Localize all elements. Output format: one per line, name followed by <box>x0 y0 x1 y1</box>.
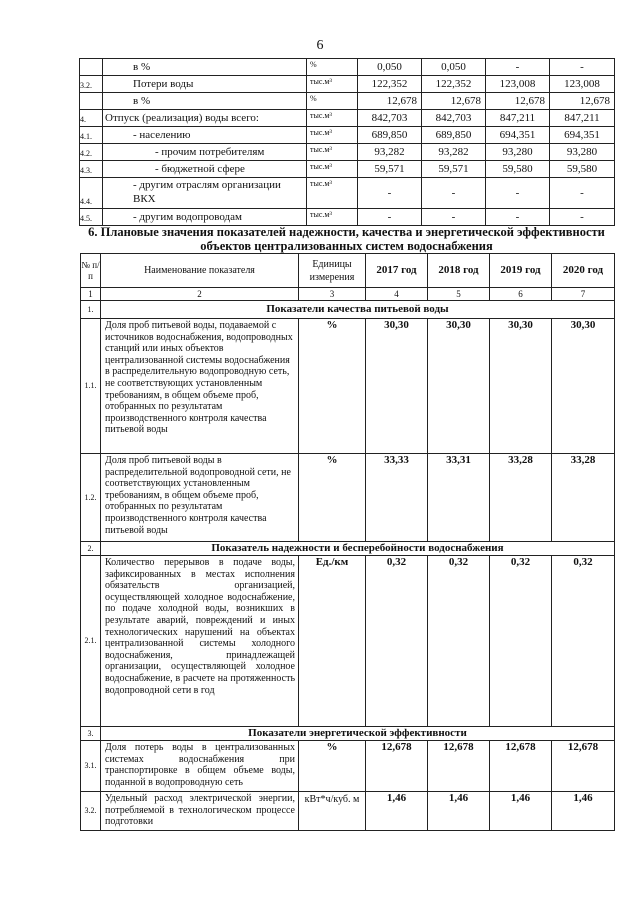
column-index-row <box>81 288 615 301</box>
row-number: 4.5. <box>80 209 103 226</box>
value-2017: 122,352 <box>358 76 422 93</box>
group-number: 2. <box>81 542 101 556</box>
row-number: 4. <box>80 110 103 127</box>
value-2018: 12,678 <box>422 93 486 110</box>
value-2019: 694,351 <box>486 127 550 144</box>
value-2019: 30,30 <box>490 319 552 454</box>
value-2019: 33,28 <box>490 454 552 542</box>
value-2019: 12,678 <box>486 93 550 110</box>
indicator-unit: % <box>299 454 366 542</box>
value-2017: - <box>358 178 422 209</box>
group-row <box>81 301 615 319</box>
water-balance-table <box>79 58 615 226</box>
value-2020: - <box>550 209 615 226</box>
group-row <box>81 542 615 556</box>
row-number: 3.1. <box>81 741 101 792</box>
value-2017: 1,46 <box>366 792 428 831</box>
table-row <box>81 454 615 542</box>
value-2020: 93,280 <box>550 144 615 161</box>
value-2018: 33,31 <box>428 454 490 542</box>
indicator-unit: % <box>299 319 366 454</box>
row-unit: % <box>307 93 358 110</box>
row-unit: % <box>307 59 358 76</box>
row-unit: тыс.м³ <box>307 209 358 226</box>
value-2020: 123,008 <box>550 76 615 93</box>
header-year: 2020 год <box>552 254 615 288</box>
row-number: 2.1. <box>81 556 101 727</box>
indicator-name: Доля проб питьевой воды в распределительной водопроводной сети, не соответствующих установленным требованиям, в общем объеме проб, отобранных по результатам производственного контроля качества питьевой воды <box>101 454 299 542</box>
header-year: 2017 год <box>366 254 428 288</box>
table-row <box>80 76 615 93</box>
value-2017: 33,33 <box>366 454 428 542</box>
value-2019: 1,46 <box>490 792 552 831</box>
row-label: Отпуск (реализация) воды всего: <box>103 110 307 127</box>
column-index: 7 <box>552 288 615 301</box>
value-2019: 93,280 <box>486 144 550 161</box>
value-2019: - <box>486 59 550 76</box>
row-number: 3.2. <box>80 76 103 93</box>
value-2019: - <box>486 209 550 226</box>
row-label: - другим водопроводам <box>103 209 307 226</box>
column-index: 2 <box>101 288 299 301</box>
value-2020: 1,46 <box>552 792 615 831</box>
value-2019: 12,678 <box>490 741 552 792</box>
value-2020: - <box>550 59 615 76</box>
row-number: 4.1. <box>80 127 103 144</box>
value-2020: 33,28 <box>552 454 615 542</box>
row-unit: тыс.м³ <box>307 127 358 144</box>
value-2017: 93,282 <box>358 144 422 161</box>
value-2018: - <box>422 178 486 209</box>
row-label: - населению <box>103 127 307 144</box>
table-row <box>80 93 615 110</box>
value-2018: 59,571 <box>422 161 486 178</box>
value-2017: 30,30 <box>366 319 428 454</box>
value-2018: 93,282 <box>422 144 486 161</box>
column-index: 1 <box>81 288 101 301</box>
row-unit: тыс.м³ <box>307 76 358 93</box>
row-unit: тыс.м³ <box>307 144 358 161</box>
row-label: в % <box>103 93 307 110</box>
value-2018: 1,46 <box>428 792 490 831</box>
indicator-name: Доля потерь воды в централизованных системах водоснабжения при транспортировке в общем объеме воды, поданной в водопроводную сеть <box>101 741 299 792</box>
value-2017: 0,32 <box>366 556 428 727</box>
indicator-unit: % <box>299 741 366 792</box>
value-2018: 30,30 <box>428 319 490 454</box>
group-number: 3. <box>81 727 101 741</box>
value-2018: 122,352 <box>422 76 486 93</box>
section-title: 6. Плановые значения показателей надежности, качества и энергетической эффективности объектов централизованных систем водоснабжения <box>88 225 605 253</box>
value-2020: 30,30 <box>552 319 615 454</box>
value-2017: 12,678 <box>358 93 422 110</box>
value-2020: 12,678 <box>552 741 615 792</box>
value-2020: 12,678 <box>550 93 615 110</box>
column-index: 5 <box>428 288 490 301</box>
value-2019: 59,580 <box>486 161 550 178</box>
row-label: в % <box>103 59 307 76</box>
column-index: 6 <box>490 288 552 301</box>
indicator-name: Удельный расход электрической энергии, потребляемой в технологическом процессе подготовки <box>101 792 299 831</box>
value-2020: 694,351 <box>550 127 615 144</box>
value-2020: 0,32 <box>552 556 615 727</box>
value-2018: 0,32 <box>428 556 490 727</box>
row-number <box>80 59 103 76</box>
table-row <box>81 792 615 831</box>
table-row <box>81 556 615 727</box>
table-row <box>80 161 615 178</box>
row-number: 1.2. <box>81 454 101 542</box>
table-row <box>81 741 615 792</box>
row-number: 4.2. <box>80 144 103 161</box>
indicators-table <box>80 253 615 831</box>
value-2018: 0,050 <box>422 59 486 76</box>
value-2017: 12,678 <box>366 741 428 792</box>
value-2017: 689,850 <box>358 127 422 144</box>
value-2018: - <box>422 209 486 226</box>
value-2017: - <box>358 209 422 226</box>
group-row <box>81 727 615 741</box>
value-2019: 0,32 <box>490 556 552 727</box>
row-number: 1.1. <box>81 319 101 454</box>
row-number: 3.2. <box>81 792 101 831</box>
row-label: - прочим потребителям <box>103 144 307 161</box>
table-row <box>81 319 615 454</box>
header-row <box>81 254 615 288</box>
column-index: 4 <box>366 288 428 301</box>
indicator-name: Количество перерывов в подаче воды, зафиксированных в местах исполнения обязательств организацией, осуществляющей холодное водоснабжение, по подаче холодной воды, возникших в результате аварий, повреждений и иных технологических нарушений на объектах централизованной системы холодного водоснабжения, принадлежащей организации, осуществляющей холодное водоснабжение, в расчете на протяженность водопроводной сети в год <box>101 556 299 727</box>
indicator-unit: кВт*ч/куб. м <box>299 792 366 831</box>
header-name: Наименование показателя <box>101 254 299 288</box>
table-row <box>80 127 615 144</box>
row-unit: тыс.м³ <box>307 178 358 209</box>
value-2020: - <box>550 178 615 209</box>
header-number: № п/ п <box>81 254 101 288</box>
group-title: Показатель надежности и бесперебойности водоснабжения <box>101 542 615 556</box>
value-2019: 123,008 <box>486 76 550 93</box>
value-2020: 59,580 <box>550 161 615 178</box>
value-2018: 12,678 <box>428 741 490 792</box>
group-title: Показатели энергетической эффективности <box>101 727 615 741</box>
row-label: - бюджетной сфере <box>103 161 307 178</box>
column-index: 3 <box>299 288 366 301</box>
row-label: - другим отраслям организации ВКХ <box>103 178 307 209</box>
row-number: 4.3. <box>80 161 103 178</box>
value-2018: 842,703 <box>422 110 486 127</box>
header-year: 2018 год <box>428 254 490 288</box>
row-unit: тыс.м³ <box>307 161 358 178</box>
group-title: Показатели качества питьевой воды <box>101 301 615 319</box>
value-2019: 847,211 <box>486 110 550 127</box>
indicator-name: Доля проб питьевой воды, подаваемой с источников водоснабжения, водопроводных станций или иных объектов централизованной системы водоснабжения в распределительную водопроводную сеть, не соответствующих установленным требованиям, в общем объеме проб, отобранных по результатам производственного контроля качества питьевой воды <box>101 319 299 454</box>
row-unit: тыс.м³ <box>307 110 358 127</box>
row-label: Потери воды <box>103 76 307 93</box>
header-unit: Единицы измерения <box>299 254 366 288</box>
row-number: 4.4. <box>80 178 103 209</box>
table-row <box>80 110 615 127</box>
header-year: 2019 год <box>490 254 552 288</box>
table-row <box>80 144 615 161</box>
table-row <box>80 209 615 226</box>
value-2017: 842,703 <box>358 110 422 127</box>
value-2020: 847,211 <box>550 110 615 127</box>
value-2019: - <box>486 178 550 209</box>
page-number: 6 <box>316 38 324 53</box>
value-2017: 0,050 <box>358 59 422 76</box>
group-number: 1. <box>81 301 101 319</box>
table-row <box>80 59 615 76</box>
value-2017: 59,571 <box>358 161 422 178</box>
indicator-unit: Ед./км <box>299 556 366 727</box>
table-row <box>80 178 615 209</box>
row-number <box>80 93 103 110</box>
value-2018: 689,850 <box>422 127 486 144</box>
